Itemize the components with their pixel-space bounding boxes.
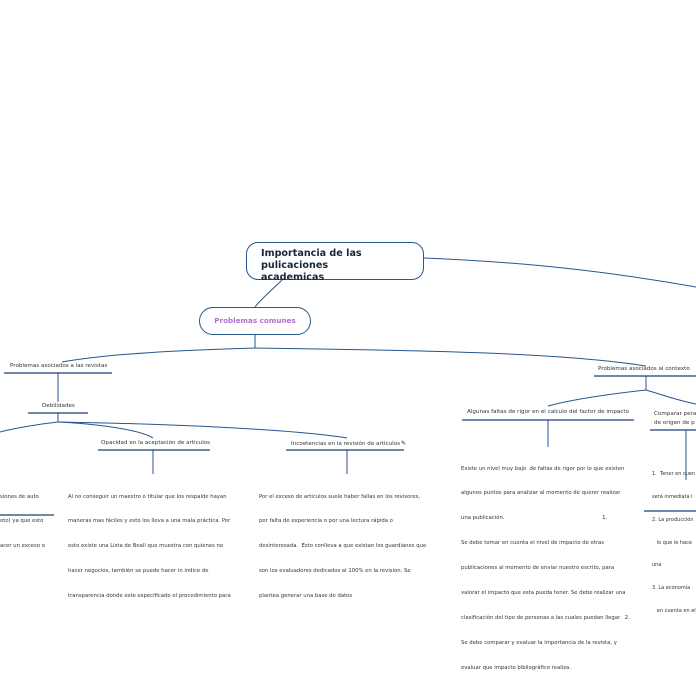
text-line: esto existe una Lista de Beall que muestra con quienes no bbox=[68, 543, 224, 550]
text-line: Al no conseguir un maestro o titular que los respalde hayan bbox=[68, 493, 227, 500]
connector-root-main bbox=[255, 280, 282, 307]
branch-incoetencias-label: Incoetencias en la revisión de articulos bbox=[291, 441, 401, 447]
connector-root-right bbox=[424, 258, 696, 287]
text-left-fragment bbox=[0, 476, 45, 559]
branch-problemas-contexto[interactable]: Problemas asociados al contexto bbox=[598, 366, 690, 372]
text-line: maneras mas fáciles y esto los lleva a una mala práctica. Por bbox=[68, 518, 231, 525]
branch-comparar-line1: Comparar pera bbox=[654, 411, 696, 417]
text-line: en cuenta en el bbox=[652, 607, 696, 614]
text-line: por falta de experiencia o por una lectura rápida o bbox=[259, 518, 393, 525]
connector-main-contexto bbox=[255, 348, 646, 366]
main-topic-label: Problemas comunes bbox=[214, 316, 296, 325]
branch-faltas-rigor[interactable]: Algunas faltas de rigor en el calculo del factor de impacto bbox=[467, 409, 629, 415]
text-line: son los evaluadores dedicados al 100% en la revisión. Se bbox=[259, 568, 411, 575]
text-line: desinteresada. Esto conlleva a que existan los guardianes que bbox=[259, 543, 427, 550]
text-line: una bbox=[652, 562, 662, 569]
text-line: evaluar que impacto bibliográfico realiza. bbox=[461, 664, 571, 671]
root-title-line2: academicas bbox=[261, 272, 325, 283]
branch-comparar-line2: de origen de p bbox=[654, 419, 695, 426]
text-faltas-rigor bbox=[461, 448, 630, 680]
main-topic-problemas-comunes[interactable] bbox=[199, 307, 311, 335]
text-line: oto) ya que esto bbox=[0, 518, 44, 525]
text-line: 2. La producción bbox=[652, 516, 694, 523]
text-right-fragment bbox=[652, 456, 696, 623]
text-line: valorar el impacto que esta pueda tener. Se debe realizar una bbox=[461, 590, 626, 597]
text-line: Se debe tomar en cuenta el nivel de impacto de otras bbox=[461, 540, 605, 547]
text-line: hacer negocios, también se puede hacer in índice de bbox=[68, 568, 209, 575]
root-title-line1: Importancia de las pulicaciones bbox=[261, 248, 362, 271]
text-line: una publicación. 1. bbox=[461, 515, 608, 522]
text-opacidad bbox=[68, 476, 231, 609]
text-line: 3. La economía bbox=[652, 585, 691, 592]
connector-debilidades-left bbox=[0, 422, 58, 432]
branch-problemas-revistas[interactable]: Problemas asociados a las revistas bbox=[10, 363, 108, 369]
branch-debilidades[interactable]: Debilidades bbox=[42, 403, 75, 409]
connector-contexto-rigor bbox=[548, 390, 646, 406]
text-line: Por el exceso de articulos suele haber fallas en los revisores, bbox=[259, 493, 421, 500]
text-line: Se debe comparar y evaluar la importancia de la revista, y bbox=[461, 639, 617, 646]
connector-main-revistas bbox=[62, 348, 255, 362]
text-line: plantea generar una base de datos bbox=[259, 593, 353, 600]
root-topic-node[interactable] bbox=[246, 242, 424, 283]
branch-incoetencias[interactable] bbox=[291, 440, 406, 447]
text-line: acer un exceso o bbox=[0, 543, 45, 550]
text-line: lo que le hace bbox=[652, 539, 692, 546]
text-line: clasificación del tipo de personas a las cuales puedan llegar. 2. bbox=[461, 614, 630, 621]
text-line: publicaciones al momento de enviar nuestro escrito, para bbox=[461, 565, 615, 572]
branch-opacidad[interactable]: Opacidad en la aceptación de articulos bbox=[101, 440, 211, 446]
text-line: algunos puntos para analizar al momento de querer realizar bbox=[461, 490, 621, 497]
pencil-icon[interactable]: ✎ bbox=[401, 440, 407, 447]
text-line: transparencia donde este especificado el procedimiento para bbox=[68, 593, 231, 600]
connector-contexto-comparar bbox=[646, 390, 696, 404]
text-line: 1. Tener en cuen bbox=[652, 471, 696, 478]
text-line: Existe un nivel muy bajo de faltas de rigor por lo que existen bbox=[461, 465, 625, 472]
branch-comparar[interactable] bbox=[654, 410, 696, 427]
text-line: será inmediata l bbox=[652, 493, 693, 500]
text-incoetencias bbox=[259, 476, 426, 609]
connector-debilidades-incoetencias bbox=[58, 422, 347, 438]
text-line: siones de auto bbox=[0, 493, 39, 500]
